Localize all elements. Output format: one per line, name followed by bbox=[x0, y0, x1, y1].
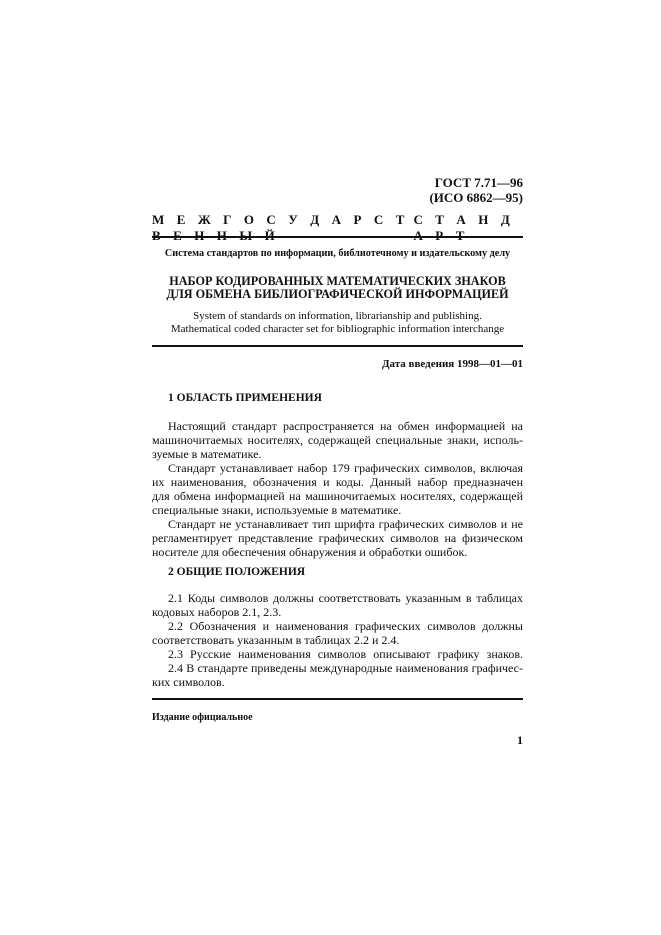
footer-divider bbox=[152, 698, 523, 700]
section-2-line: кодовых наборов 2.1, 2.3. bbox=[152, 605, 282, 619]
section-2-line: 2.2 Обозначения и наименования графических символов должны bbox=[168, 619, 523, 633]
section-1-line: носителе для обеспечения обнаружения и обработки ошибок. bbox=[152, 545, 468, 559]
section-1-line: зуемые в математике. bbox=[152, 447, 262, 461]
section-1-line: Настоящий стандарт распространяется на обмен информацией на bbox=[168, 419, 523, 433]
standard-type-word-2: С Т А Н Д А Р Т bbox=[413, 212, 515, 243]
section-1-heading: 1 ОБЛАСТЬ ПРИМЕНЕНИЯ bbox=[168, 392, 322, 404]
section-2-line: ких символов. bbox=[152, 675, 225, 689]
gost-code: ГОСТ 7.71—96 bbox=[434, 175, 523, 190]
section-2-heading: 2 ОБЩИЕ ПОЛОЖЕНИЯ bbox=[168, 566, 306, 578]
section-2-line: 2.3 Русские наименования символов описывают графику знаков. bbox=[168, 647, 523, 661]
section-1-line: Стандарт не устанавливает тип шрифта графических символов и не bbox=[168, 517, 523, 531]
standard-type-word-1: М Е Ж Г О С У Д А Р С Т В Е Н Н Ы Й bbox=[152, 212, 409, 243]
section-1-line: их наименования, обозначения и коды. Данный набор предназначен bbox=[152, 475, 523, 489]
section-2-line: 2.1 Коды символов должны соответствовать указанным в таблицах bbox=[168, 591, 523, 605]
title-ru-line-1: НАБОР КОДИРОВАННЫХ МАТЕМАТИЧЕСКИХ ЗНАКОВ bbox=[169, 274, 506, 288]
title-ru-line-2: ДЛЯ ОБМЕНА БИБЛИОГРАФИЧЕСКОЙ ИНФОРМАЦИЕЙ bbox=[166, 287, 509, 301]
section-1-line: для обмена информацией на машиночитаемых носителях, содержащей bbox=[152, 489, 523, 503]
system-of-standards: Система стандартов по информации, библиотечному и издательскому делу bbox=[164, 248, 511, 259]
edition-note: Издание официальное bbox=[152, 712, 253, 723]
title-en-line-2: Mathematical coded character set for bibliographic information interchange bbox=[170, 323, 505, 335]
standard-type bbox=[152, 212, 523, 244]
iso-code: (ИСО 6862—95) bbox=[429, 190, 523, 205]
page-number: 1 bbox=[517, 733, 523, 747]
title-en-line-1: System of standards on information, librarianship and publishing. bbox=[193, 310, 482, 322]
intro-date: Дата введения 1998—01—01 bbox=[381, 358, 523, 370]
section-1-line: Стандарт устанавливает набор 179 графических символов, включая bbox=[168, 461, 523, 475]
section-1-line: машиночитаемых носителях, содержащей специальные знаки, исполь- bbox=[152, 433, 523, 447]
header-divider bbox=[152, 236, 523, 238]
section-1-line: регламентирует представление графических символов на физическом bbox=[152, 531, 523, 545]
section-2-line: 2.4 В стандарте приведены международные наименования графичес- bbox=[168, 661, 523, 675]
section-1-line: специальные знаки, используемые в математике. bbox=[152, 503, 402, 517]
title-divider bbox=[152, 345, 523, 347]
section-2-line: соответствовать указанным в таблицах 2.2 и 2.4. bbox=[152, 633, 400, 647]
